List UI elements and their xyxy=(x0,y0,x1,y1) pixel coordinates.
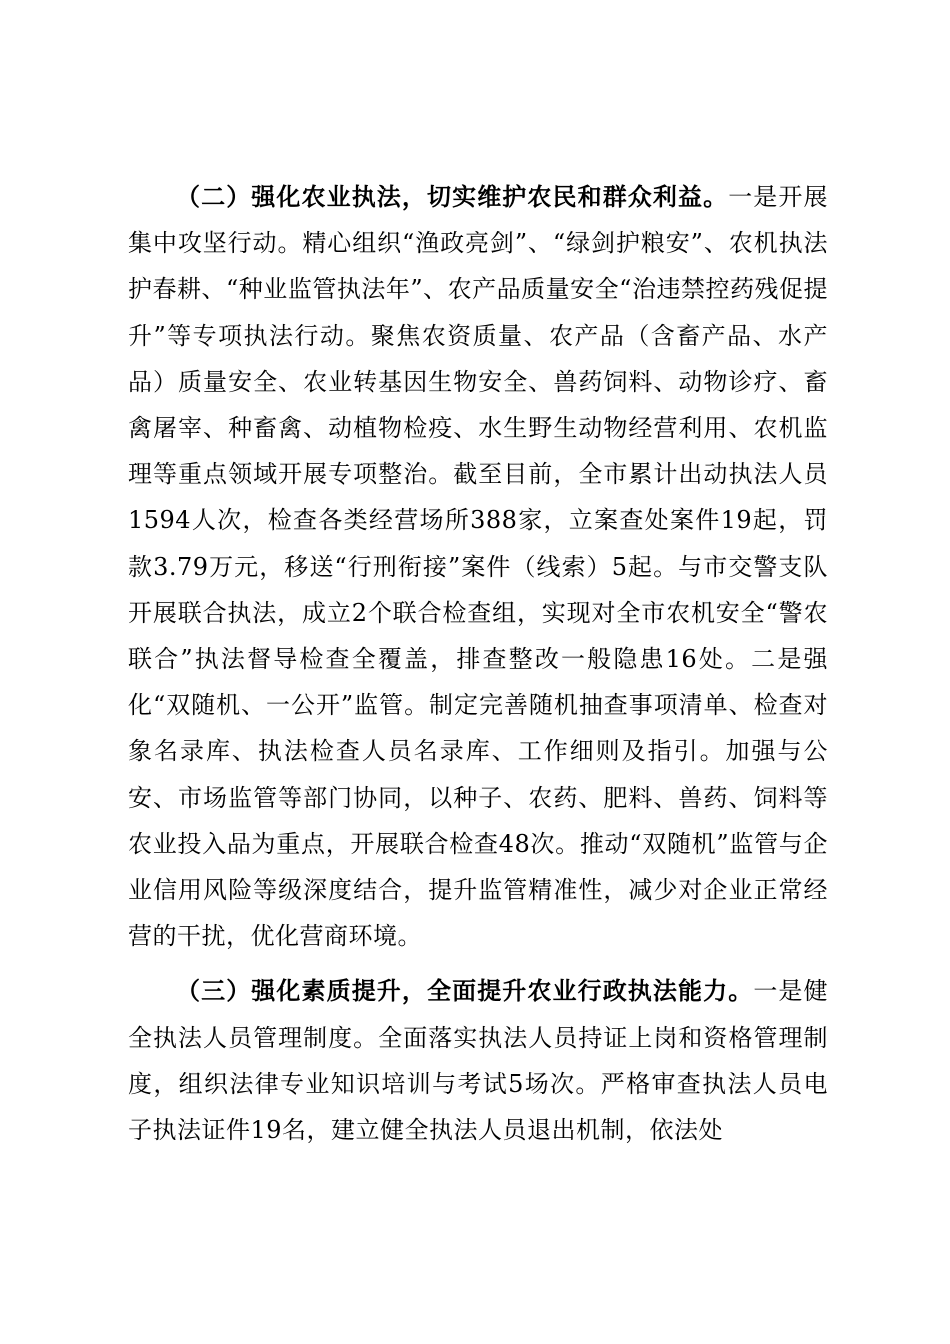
paragraph-body-two: 一是开展集中攻坚行动。精心组织“渔政亮剑”、“绿剑护粮安”、农机执法护春耕、“种业监管执法年”、农产品质量安全“治违禁控药残促提升”等专项执法行动。聚焦农资质量、农产品（含畜产品、水产品）质量安全、农业转基因生物安全、兽药饲料、动物诊疗、畜禽屠宰、种畜禽、动植物检疫、水生野生动物经营利用、农机监理等重点领域开展专项整治。截至目前，全市累计出动执法人员1594人次，检查各类经营场所388家，立案查处案件19起，罚款3.79万元，移送“行刑衔接”案件（线索）5起。与市交警支队开展联合执法，成立2个联合检查组，实现对全市农机安全“警农联合”执法督导检查全覆盖，排查整改一般隐患16处。二是强化“双随机、一公开”监管。制定完善随机抽查事项清单、检查对象名录库、执法检查人员名录库、工作细则及指引。加强与公安、市场监管等部门协同，以种子、农药、肥料、兽药、饲料等农业投入品为重点，开展联合检查48次。推动“双随机”监管与企业信用风险等级深度结合，提升监管精准性，减少对企业正常经营的干扰，优化营商环境。 xyxy=(128,183,829,951)
document-body xyxy=(128,174,828,1153)
section-heading-three: （三）强化素质提升，全面提升农业行政执法能力。 xyxy=(176,976,754,1006)
section-heading-two: （二）强化农业执法，切实维护农民和群众利益。 xyxy=(176,182,729,211)
paragraph-body-three: 一是健全执法人员管理制度。全面落实执法人员持证上岗和资格管理制度，组织法律专业知识培训与考试5场次。严格审查执法人员电子执法证件19名，建立健全执法人员退出机制，依法处 xyxy=(128,977,829,1145)
paragraph-law-enforcement xyxy=(128,174,828,959)
paragraph-capacity-building xyxy=(128,968,828,1153)
